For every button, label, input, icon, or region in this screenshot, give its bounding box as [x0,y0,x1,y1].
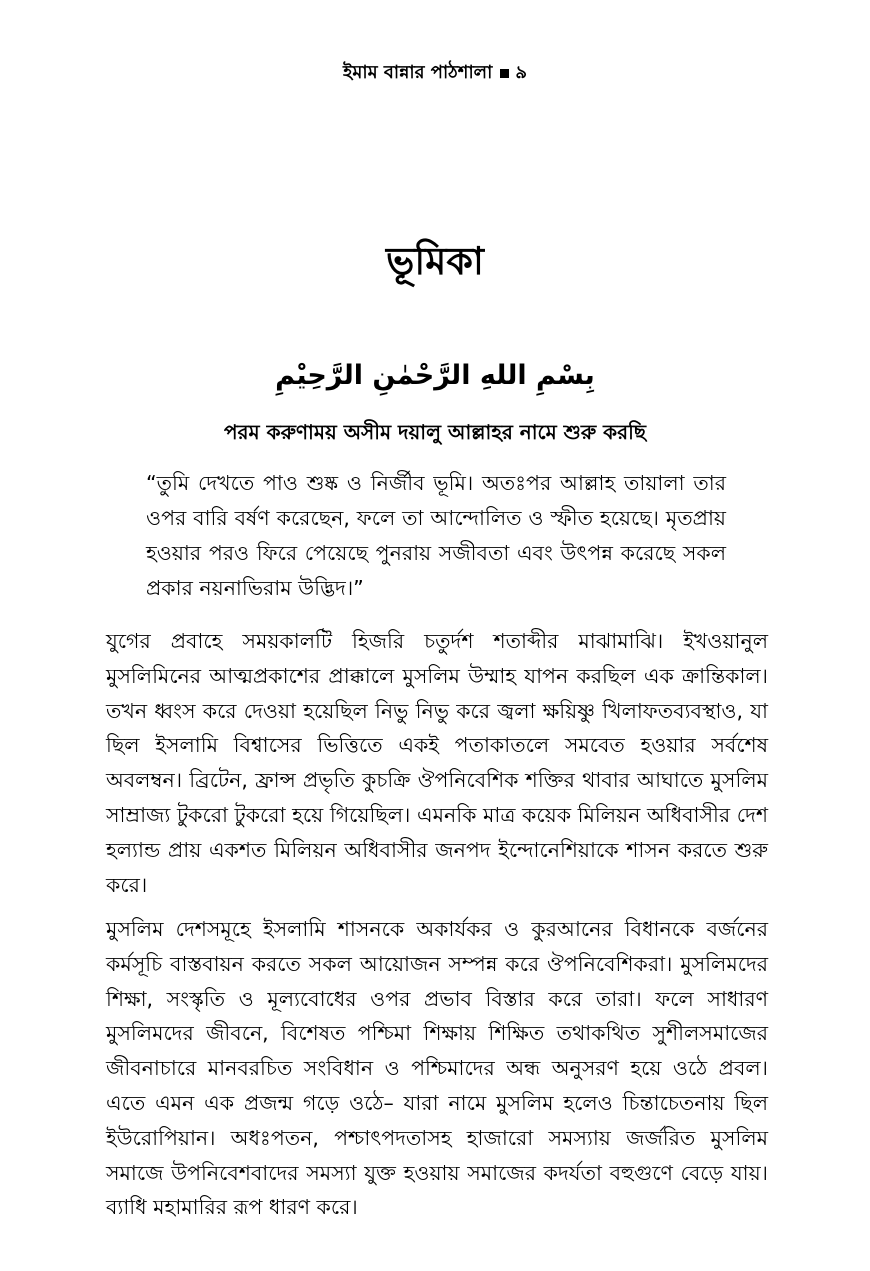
basmala-translation: পরম করুণাময় অসীম দয়ালু আল্লাহর নামে শুরু করছি [223,420,647,444]
book-title: ইমাম বান্নার পাঠশালা [343,62,493,83]
running-header [0,58,870,89]
basmala-arabic: بِسْمِ اللهِ الرَّحْمٰنِ الرَّحِيْمِ [275,360,595,391]
body-paragraph: মুসলিম দেশসমূহে ইসলামি শাসনকে অকার্যকর ও কুরআনের বিধানকে বর্জনের কর্মসূচি বাস্তবায়ন করতে সকল আয়োজন সম্পন্ন করে ঔপনিবেশিকরা। মুসলিমদের শিক্ষা, সংস্কৃতি ও মূল্যবোধের ওপর প্রভাব বিস্তার করে তারা। ফলে সাধারণ মুসলিমদের জীবনে, বিশেষত পশ্চিমা শিক্ষায় শিক্ষিত তথাকথিত সুশীলসমাজের জীবনাচারে মানবরচিত সংবিধান ও পশ্চিমাদের অন্ধ অনুসরণ হয়ে ওঠে প্রবল। এতে এমন এক প্রজন্ম গড়ে ওঠে– যারা নামে মুসলিম হলেও চিন্তাচেতনায় ছিল ইউরোপিয়ান। অধঃপতন, পশ্চাৎপদতাসহ হাজারো সমস্যায় জর্জরিত মুসলিম সমাজে উপনিবেশবাদের সমস্যা যুক্ত হওয়ায় সমাজের কদর্যতা বহুগুণে বেড়ে যায়। ব্যাধি মহামারির রূপ ধারণ করে। [106,917,768,1220]
chapter-title: ভূমিকা [386,239,484,283]
quran-quote: “তুমি দেখতে পাও শুষ্ক ও নির্জীব ভূমি। অতঃপর আল্লাহ তায়ালা তার ওপর বারি বর্ষণ করেছেন, ফলে তা আন্দোলিত ও স্ফীত হয়েছে। মৃতপ্রায় হওয়ার পরও ফিরে পেয়েছে পুনরায় সজীবতা এবং উৎপন্ন করেছে সকল প্রকার নয়নাভিরাম উদ্ভিদ।” [146,471,726,600]
square-bullet-icon [500,69,509,78]
body-paragraph: যুগের প্রবাহে সময়কালটি হিজরি চতুর্দশ শতাব্দীর মাঝামাঝি। ইখওয়ানুল মুসলিমিনের আত্মপ্রকাশের প্রাক্কালে মুসলিম উম্মাহ যাপন করছিল এক ক্রান্তিকাল। তখন ধ্বংস করে দেওয়া হয়েছিল নিভু নিভু করে জ্বলা ক্ষয়িষ্ণু খিলাফতব্যবস্থাও, যা ছিল ইসলামি বিশ্বাসের ভিত্তিতে একই পতাকাতলে সমবেত হওয়ার সর্বশেষ অবলম্বন। ব্রিটেন, ফ্রান্স প্রভৃতি কুচক্রি ঔপনিবেশিক শক্তির থাবার আঘাতে মুসলিম সাম্রাজ্য টুকরো টুকরো হয়ে গিয়েছিল। এমনকি মাত্র কয়েক মিলিয়ন অধিবাসীর দেশ হল্যান্ড প্রায় একশত মিলিয়ন অধিবাসীর জনপদ ইন্দোনেশিয়াকে শাসন করতে শুরু করে। [106,629,768,897]
page-number: ৯ [515,62,527,83]
